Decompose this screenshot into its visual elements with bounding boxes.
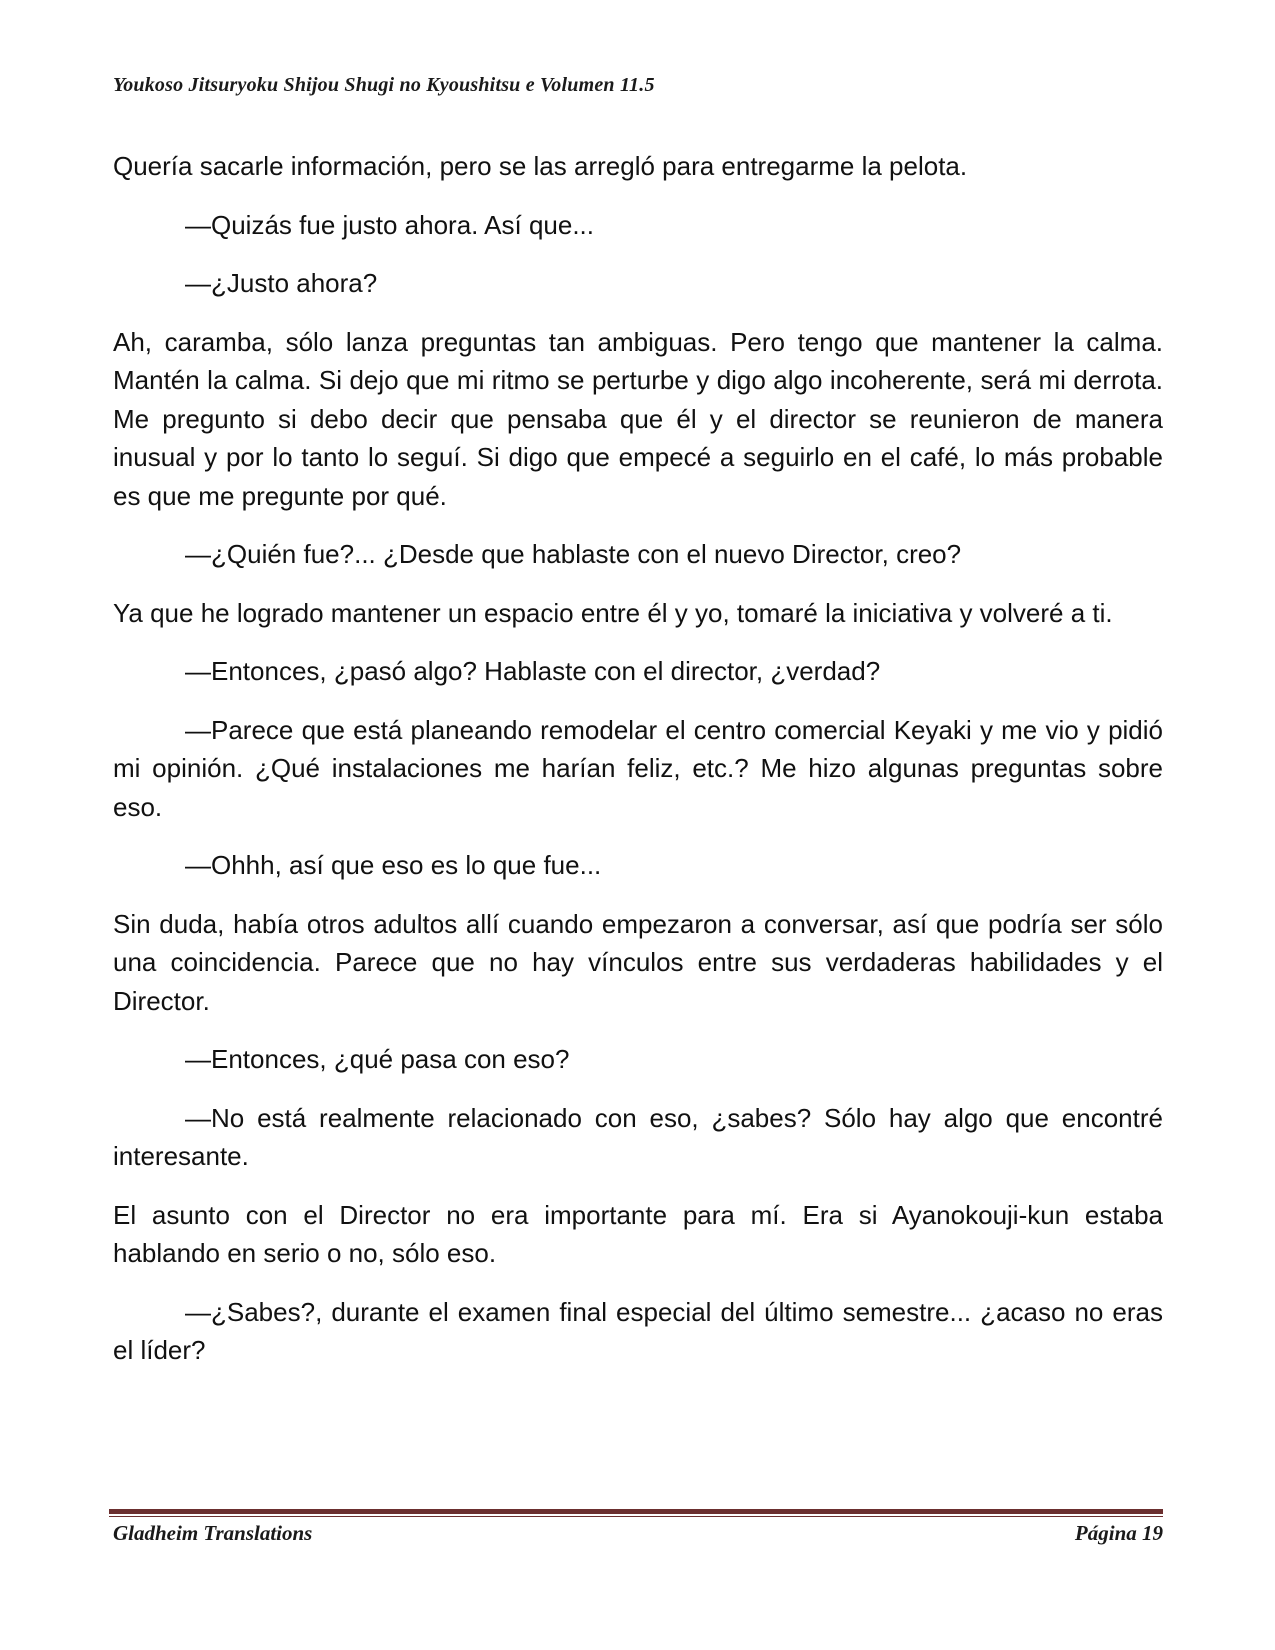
- paragraph-dialogue: —Quizás fue justo ahora. Así que...: [185, 209, 595, 240]
- paragraph-dialogue: —¿Justo ahora?: [185, 268, 378, 298]
- page-header-title: Youkoso Jitsuryoku Shijou Shugi no Kyoushitsu e Volumen 11.5: [113, 74, 655, 96]
- paragraph-dialogue: —¿Sabes?, durante el examen final especial del último semestre... ¿acaso no eras el líder?: [113, 1296, 1163, 1365]
- paragraph-dialogue: —No está realmente relacionado con eso, ¿sabes? Sólo hay algo que encontré interesante.: [113, 1102, 1163, 1171]
- paragraph-narration: Quería sacarle información, pero se las arregló para entregarme la pelota.: [113, 151, 968, 181]
- paragraph-narration: Ah, caramba, sólo lanza preguntas tan ambiguas. Pero tengo que mantener la calma. Mantén la calma. Si dejo que mi ritmo se perturbe y digo algo incoherente, será mi derrota. Me pregunto si debo decir que pensaba que él y el director se reunieron de manera inusual y por lo tanto lo seguí. Si digo que empecé a seguirlo en el café, lo más probable es que me pregunte por qué.: [113, 326, 1163, 511]
- footer-translator-credit: Gladheim Translations: [113, 1521, 313, 1545]
- paragraph-dialogue: —Ohhh, así que eso es lo que fue...: [185, 850, 602, 880]
- page-body: [113, 147, 1163, 1390]
- paragraph-narration: El asunto con el Director no era importante para mí. Era si Ayanokouji-kun estaba hablando en serio o no, sólo eso.: [113, 1199, 1163, 1268]
- paragraph-dialogue: —Entonces, ¿pasó algo? Hablaste con el director, ¿verdad?: [185, 656, 881, 686]
- paragraph-narration: Sin duda, había otros adultos allí cuando empezaron a conversar, así que podría ser sólo una coincidencia. Parece que no hay vínculos entre sus verdaderas habilidades y el Director.: [113, 908, 1163, 1016]
- paragraph-dialogue: —¿Quién fue?... ¿Desde que hablaste con el nuevo Director, creo?: [185, 539, 962, 569]
- paragraph-narration: Ya que he logrado mantener un espacio entre él y yo, tomaré la iniciativa y volveré a ti.: [113, 597, 1113, 628]
- footer-divider: [109, 1509, 1163, 1514]
- paragraph-dialogue: —Parece que está planeando remodelar el centro comercial Keyaki y me vio y pidió mi opinión. ¿Qué instalaciones me harían feliz, etc.? Me hizo algunas preguntas sobre eso.: [113, 714, 1163, 822]
- footer-divider-thin: [109, 1516, 1163, 1517]
- paragraph-dialogue: —Entonces, ¿qué pasa con eso?: [185, 1044, 570, 1074]
- footer-page-number: Página 19: [1074, 1521, 1163, 1545]
